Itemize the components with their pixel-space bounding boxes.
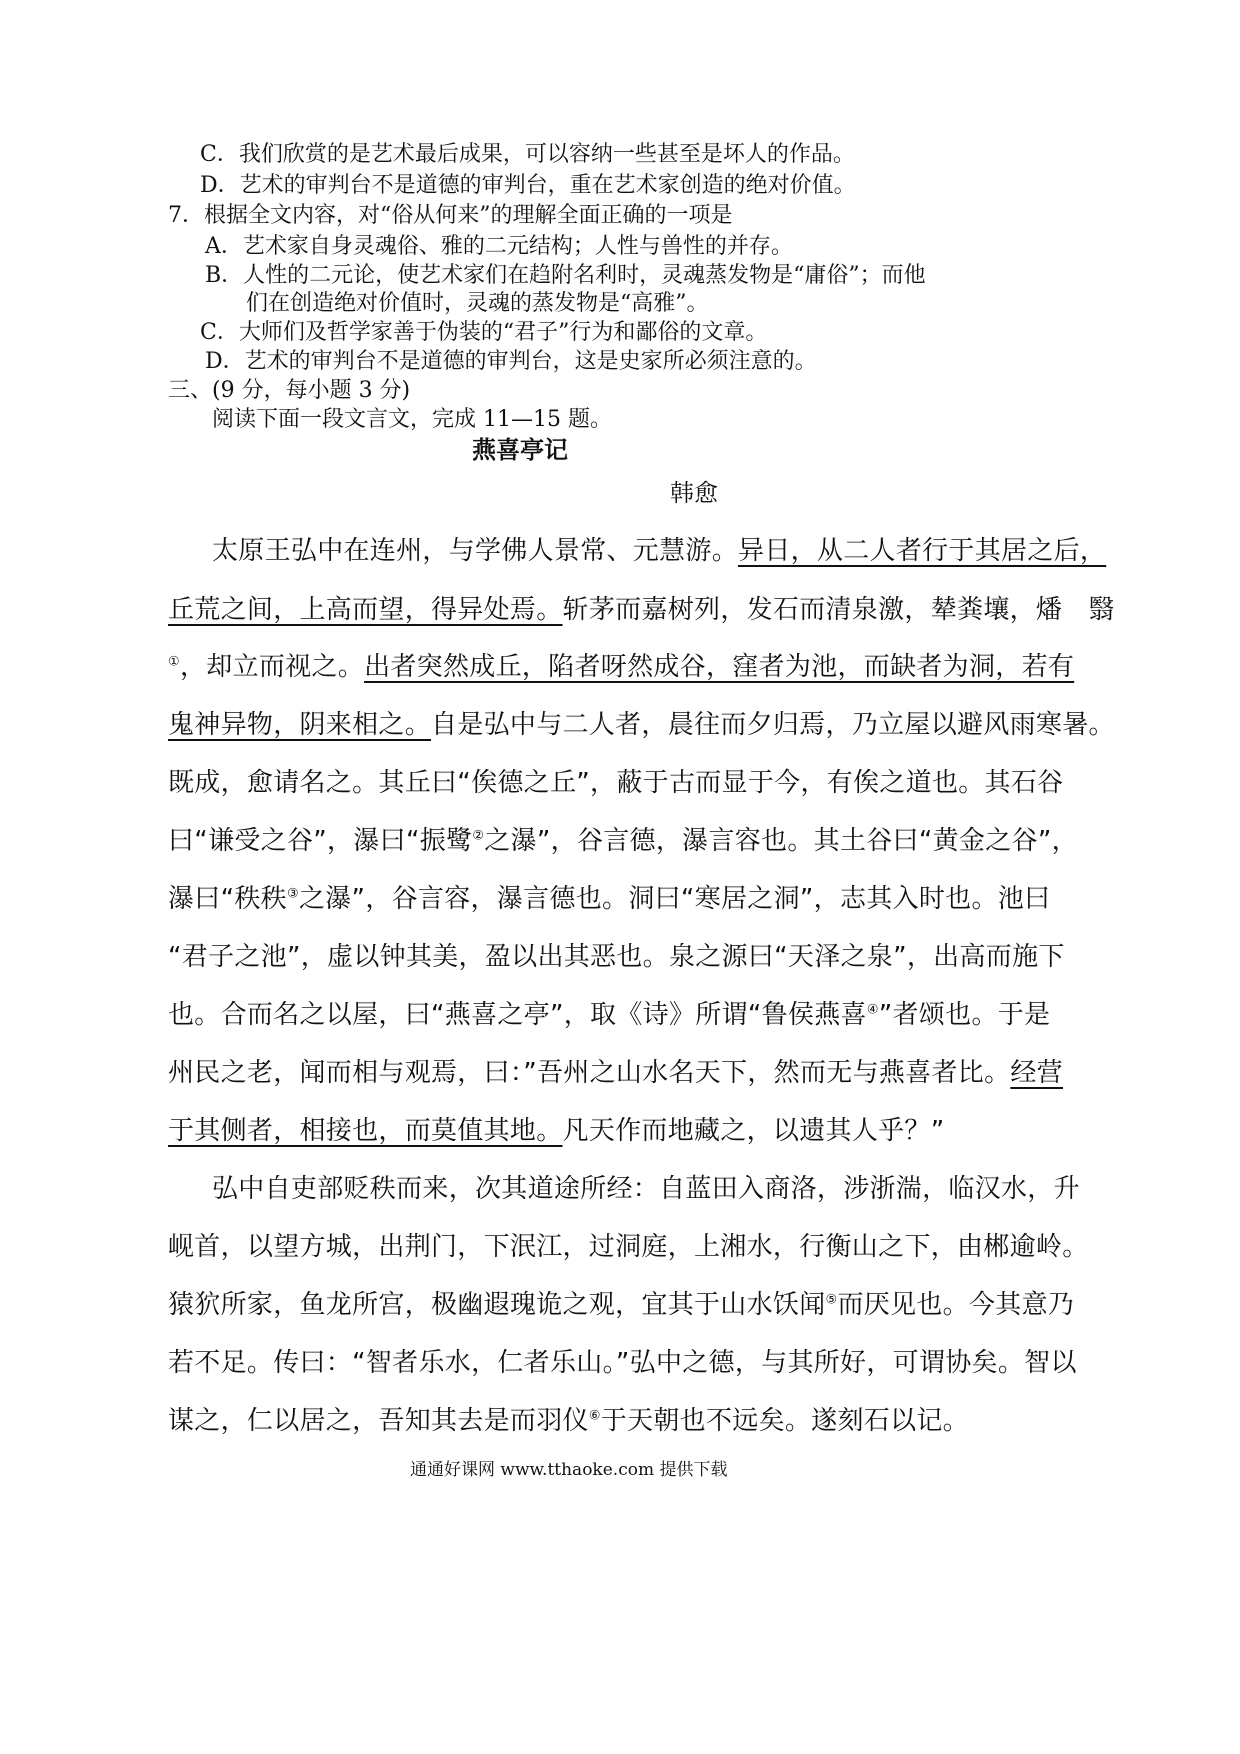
question-7-option-b-continued: 们在创造绝对价值时，灵魂的蒸发物是“高雅”。 xyxy=(246,291,709,316)
essay-line: 既成，愈请名之。其丘曰“俟德之丘”，蔽于古而显于今，有俟之道也。其石谷 xyxy=(168,768,1064,798)
footnote-marker: ② xyxy=(472,828,485,844)
essay-line xyxy=(168,1400,969,1437)
essay-line xyxy=(168,704,1115,741)
page-footer: 通通好课网 www.tthaoke.com 提供下载 xyxy=(410,1460,728,1480)
question-7-option-c: C．大师们及哲学家善于伪装的“君子”行为和鄙俗的文章。 xyxy=(200,320,768,345)
text-segment: ”者颂也。于是 xyxy=(878,1000,1051,1030)
essay-line: 若不足。传曰：“智者乐水，仁者乐山。”弘中之德，与其所好，可谓协矣。智以 xyxy=(168,1348,1077,1378)
footnote-marker: ④ xyxy=(866,1002,879,1018)
underlined-passage-3: 经营 xyxy=(1010,1058,1063,1088)
question-6-option-d: D．艺术的审判台不是道德的审判台，重在艺术家创造的绝对价值。 xyxy=(200,173,856,198)
question-7-option-d: D．艺术的审判台不是道德的审判台，这是史家所必须注意的。 xyxy=(205,349,817,374)
text-segment: 之瀑”，谷言德，瀑言容也。其土谷曰“黄金之谷”， xyxy=(484,826,1078,856)
text-segment: 瀑曰“秩秩 xyxy=(168,884,287,914)
text-segment: ，却立而视之。 xyxy=(179,652,365,682)
essay-line xyxy=(168,646,1074,683)
underlined-passage-2-end: 鬼神异物，阴来相之。 xyxy=(168,710,432,740)
text-segment: 于天朝也不远矣。遂刻石以记。 xyxy=(600,1406,969,1436)
text-segment: 曰“谦受之谷”，瀑曰“振鹭 xyxy=(168,826,473,856)
text-segment: 凡天作而地藏之，以遗其人乎？” xyxy=(562,1116,945,1146)
footnote-marker: ⑥ xyxy=(588,1408,601,1424)
text-segment: 斩茅而嘉树列，发石而清泉激，辇粪壤，燔 翳 xyxy=(562,595,1115,625)
essay-author: 韩愈 xyxy=(670,479,718,507)
underlined-passage-1: 异日，从二人者行于其居之后， xyxy=(738,536,1107,566)
essay-line xyxy=(168,820,1078,857)
underlined-passage-2: 出者突然成丘，陷者呀然成谷，窪者为池，而缺者为洞，若有 xyxy=(364,652,1075,682)
underlined-passage-1-end: 丘荒之间，上高而望，得异处焉。 xyxy=(168,595,563,625)
question-7-option-b: B．人性的二元论，使艺术家们在趋附名利时，灵魂蒸发物是“庸俗”；而他 xyxy=(205,263,926,288)
essay-line xyxy=(212,530,1106,567)
text-segment: 谋之，仁以居之，吾知其去是而羽仪 xyxy=(168,1406,589,1436)
text-segment: 而厌见也。今其意乃 xyxy=(837,1290,1075,1320)
essay-line xyxy=(168,589,1115,626)
essay-line: 弘中自吏部贬秩而来，次其道途所经：自蓝田入商洛，涉浙湍，临汉水，升 xyxy=(212,1174,1080,1204)
essay-line xyxy=(168,1052,1063,1089)
question-7-stem: 7．根据全文内容，对“俗从何来”的理解全面正确的一项是 xyxy=(168,203,733,228)
section-3-instruction: 阅读下面一段文言文，完成 11—15 题。 xyxy=(212,407,612,432)
question-7-option-a: A．艺术家自身灵魂俗、雅的二元结构；人性与兽性的并存。 xyxy=(205,234,793,259)
essay-line xyxy=(168,1284,1074,1321)
footnote-marker: ⑤ xyxy=(825,1292,838,1308)
question-6-option-c: C．我们欣赏的是艺术最后成果，可以容纳一些甚至是坏人的作品。 xyxy=(200,142,855,167)
text-segment: 自是弘中与二人者，晨往而夕归焉，乃立屋以避风雨寒暑。 xyxy=(431,710,1115,740)
text-segment: 太原王弘中在连州，与学佛人景常、元慧游。 xyxy=(212,536,739,566)
underlined-passage-3-end: 于其侧者，相接也，而莫值其地。 xyxy=(168,1116,563,1146)
footnote-marker: ③ xyxy=(286,886,299,902)
section-3-heading: 三、(9 分，每小题 3 分) xyxy=(168,378,411,403)
text-segment: 猿狖所家，鱼龙所宫，极幽遐瑰诡之观，宜其于山水饫闻 xyxy=(168,1290,826,1320)
text-segment: 之瀑”，谷言容，瀑言德也。洞曰“寒居之洞”，志其入时也。池曰 xyxy=(298,884,1051,914)
essay-line xyxy=(168,878,1050,915)
essay-title: 燕喜亭记 xyxy=(472,436,568,464)
footnote-marker: ① xyxy=(168,654,180,670)
essay-line: 岘首，以望方城，出荆门，下泯江，过洞庭，上湘水，行衡山之下，由郴逾岭。 xyxy=(168,1232,1089,1262)
text-segment: 也。合而名之以屋，曰“燕喜之亭”，取《诗》所谓“鲁侯燕喜 xyxy=(168,1000,867,1030)
essay-line xyxy=(168,1110,945,1147)
essay-line xyxy=(168,994,1050,1031)
essay-line: “君子之池”，虚以钟其美，盈以出其恶也。泉之源曰“天泽之泉”，出高而施下 xyxy=(168,942,1065,972)
text-segment: 州民之老，闻而相与观焉，曰：”吾州之山水名天下，然而无与燕喜者比。 xyxy=(168,1058,1011,1088)
